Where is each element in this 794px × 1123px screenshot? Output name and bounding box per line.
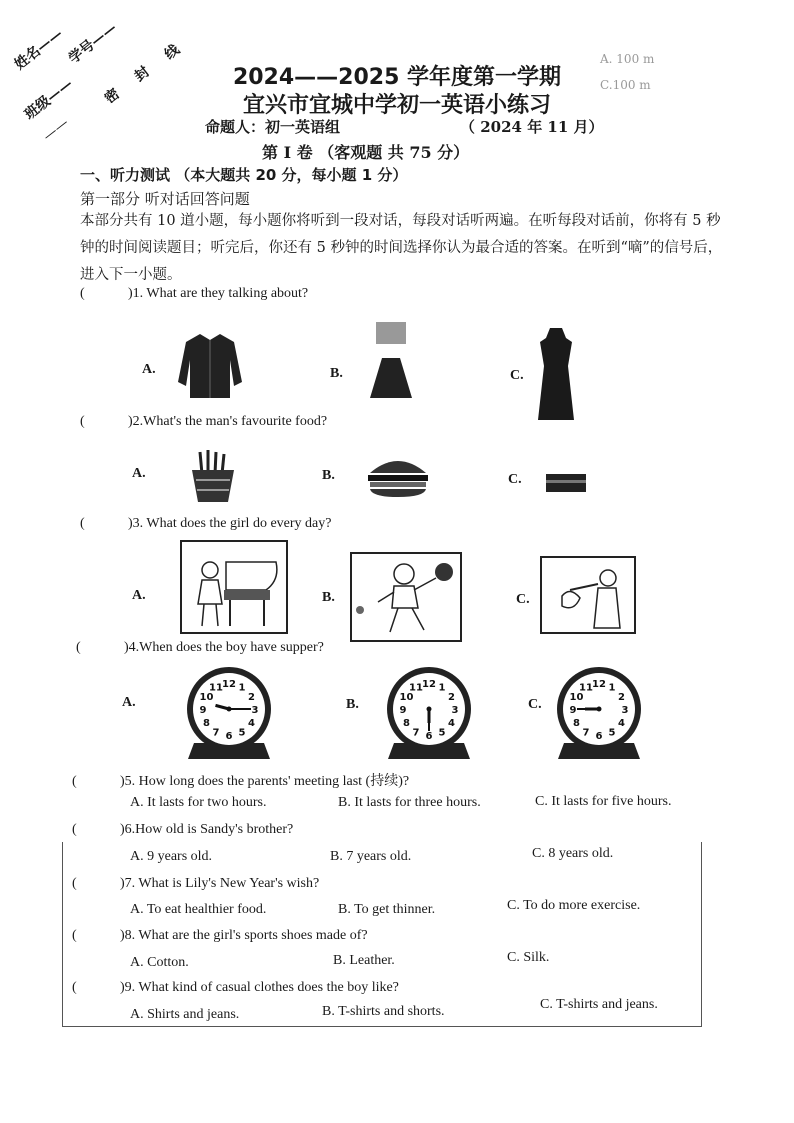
clock-number: 7: [582, 727, 590, 739]
clock-number: 8: [572, 718, 580, 729]
clock-number: 9: [399, 705, 407, 716]
clock-number: 8: [402, 718, 410, 729]
clock-number: 1: [608, 682, 616, 694]
q3-option-a: A.: [132, 588, 146, 603]
part-heading: 第一部分 听对话回答问题: [80, 190, 250, 208]
q8-option-a: A. Cotton.: [130, 955, 189, 970]
clock-number: 2: [448, 692, 456, 703]
dress-icon: [534, 326, 578, 422]
clock-number: 11: [579, 682, 593, 694]
q8-option-c: C. Silk.: [507, 950, 550, 965]
question-5: ( )5. How long does the parents' meeting last (持续)?: [72, 774, 410, 789]
seal-line: ——: [40, 114, 72, 145]
q4-option-a: A.: [122, 695, 136, 710]
hamburger-icon: [366, 455, 430, 499]
cake-icon: [544, 470, 588, 494]
fries-icon: [188, 448, 238, 504]
clock-number: 5: [608, 727, 616, 739]
clock-number: 12: [592, 679, 606, 690]
bleed-right-c: C.100 m: [600, 78, 651, 92]
clock-number: 4: [618, 718, 626, 729]
q1-option-a: A.: [142, 362, 156, 377]
volume-line: 第 I 卷 （客观题 共 75 分）: [262, 143, 470, 162]
seal-2: 封: [131, 63, 153, 85]
question-3: ( )3. What does the girl do every day?: [80, 516, 332, 531]
page-title-line2: 宜兴市宜城中学初一英语小练习: [242, 93, 551, 118]
clock-b-icon: [374, 665, 484, 761]
clock-number: 4: [448, 718, 456, 729]
question-2: ( )2.What's the man's favourite food?: [80, 414, 328, 429]
clock-number: 2: [248, 692, 256, 703]
clock-number: 6: [595, 731, 603, 742]
q9-option-c: C. T-shirts and jeans.: [540, 997, 658, 1012]
date-line: （ 2024 年 11 月）: [460, 118, 604, 136]
clock-number: 2: [618, 692, 626, 703]
q7-option-a: A. To eat healthier food.: [130, 902, 267, 917]
q4-option-b: B.: [346, 697, 359, 712]
q6-option-a: A. 9 years old.: [130, 849, 213, 864]
q5-option-c: C. It lasts for five hours.: [535, 794, 672, 809]
q9-option-a: A. Shirts and jeans.: [130, 1007, 240, 1022]
q4-option-c: C.: [528, 697, 542, 712]
clock-number: 10: [199, 692, 214, 703]
section-heading: 一、听力测试 （本大题共 20 分，每小题 1 分）: [80, 166, 408, 184]
seal-1: 密: [101, 85, 123, 107]
clock-number: 11: [409, 682, 423, 694]
q2-option-c: C.: [508, 472, 522, 487]
clock-number: 10: [399, 692, 414, 703]
clock-number: 9: [199, 705, 207, 716]
clock-number: 3: [451, 705, 459, 716]
q5-option-b: B. It lasts for three hours.: [338, 795, 481, 810]
clock-number: 5: [238, 727, 246, 739]
jacket-icon: [176, 330, 244, 400]
clock-number: 10: [569, 692, 584, 703]
clock-number: 5: [438, 727, 446, 739]
q3-option-b: B.: [322, 590, 335, 605]
q3-option-c: C.: [516, 592, 530, 607]
clock-number: 11: [209, 682, 223, 694]
instructions: 本部分共有 10 道小题，每小题你将听到一段对话，每段对话听两遍。在听每段对话前，你将有 5 秒钟的时间阅读题目；听完后，你还有 5 秒钟的时间选择你认为最合适的答案。在听到“嘀”的信号后，进入下一小题。: [80, 213, 723, 283]
q8-option-b: B. Leather.: [333, 953, 395, 968]
q7-option-b: B. To get thinner.: [338, 902, 436, 917]
q6-option-b: B. 7 years old.: [330, 849, 412, 864]
question-7: ( )7. What is Lily's New Year's wish?: [72, 876, 320, 891]
clock-c-icon: [544, 665, 654, 761]
piano-icon: [180, 540, 288, 634]
q2-option-b: B.: [322, 468, 335, 483]
clock-number: 12: [422, 679, 436, 690]
clock-number: 12: [222, 679, 236, 690]
clock-a-icon: [174, 665, 284, 761]
clock-number: 6: [225, 731, 233, 742]
clock-number: 1: [238, 682, 246, 694]
clock-number: 3: [251, 705, 259, 716]
q1-option-c: C.: [510, 368, 524, 383]
tennis-icon: [350, 552, 462, 642]
question-4: ( )4.When does the boy have supper?: [76, 640, 324, 655]
clock-number: 9: [569, 705, 577, 716]
violin-icon: [540, 556, 636, 634]
student-no-label: 学号——: [65, 19, 120, 67]
name-label: 姓名——: [11, 25, 66, 73]
clock-number: 4: [248, 718, 256, 729]
q7-option-c: C. To do more exercise.: [507, 898, 641, 913]
clock-number: 8: [202, 718, 210, 729]
clock-number: 7: [212, 727, 220, 739]
clock-number: 1: [438, 682, 446, 694]
page-title-line1: 2024——2025 学年度第一学期: [232, 65, 562, 90]
question-1: ( )1. What are they talking about?: [80, 286, 309, 301]
question-9: ( )9. What kind of casual clothes does the boy like?: [72, 980, 399, 995]
q1-option-b: B.: [330, 366, 343, 381]
q6-option-c: C. 8 years old.: [532, 846, 614, 861]
clock-number: 3: [621, 705, 629, 716]
author-line: 命题人：初一英语组: [205, 118, 341, 136]
clock-number: 6: [425, 731, 433, 742]
seal-3: 线: [161, 41, 183, 63]
q9-option-b: B. T-shirts and shorts.: [322, 1004, 445, 1019]
question-6: ( )6.How old is Sandy's brother?: [72, 822, 294, 837]
bleed-right-a: A. 100 m: [600, 52, 655, 66]
q2-option-a: A.: [132, 466, 146, 481]
skirt-icon: [366, 322, 416, 400]
question-8: ( )8. What are the girl's sports shoes made of?: [72, 928, 368, 943]
q5-option-a: A. It lasts for two hours.: [130, 795, 267, 810]
clock-number: 7: [412, 727, 420, 739]
class-label: 班级——: [21, 75, 76, 123]
